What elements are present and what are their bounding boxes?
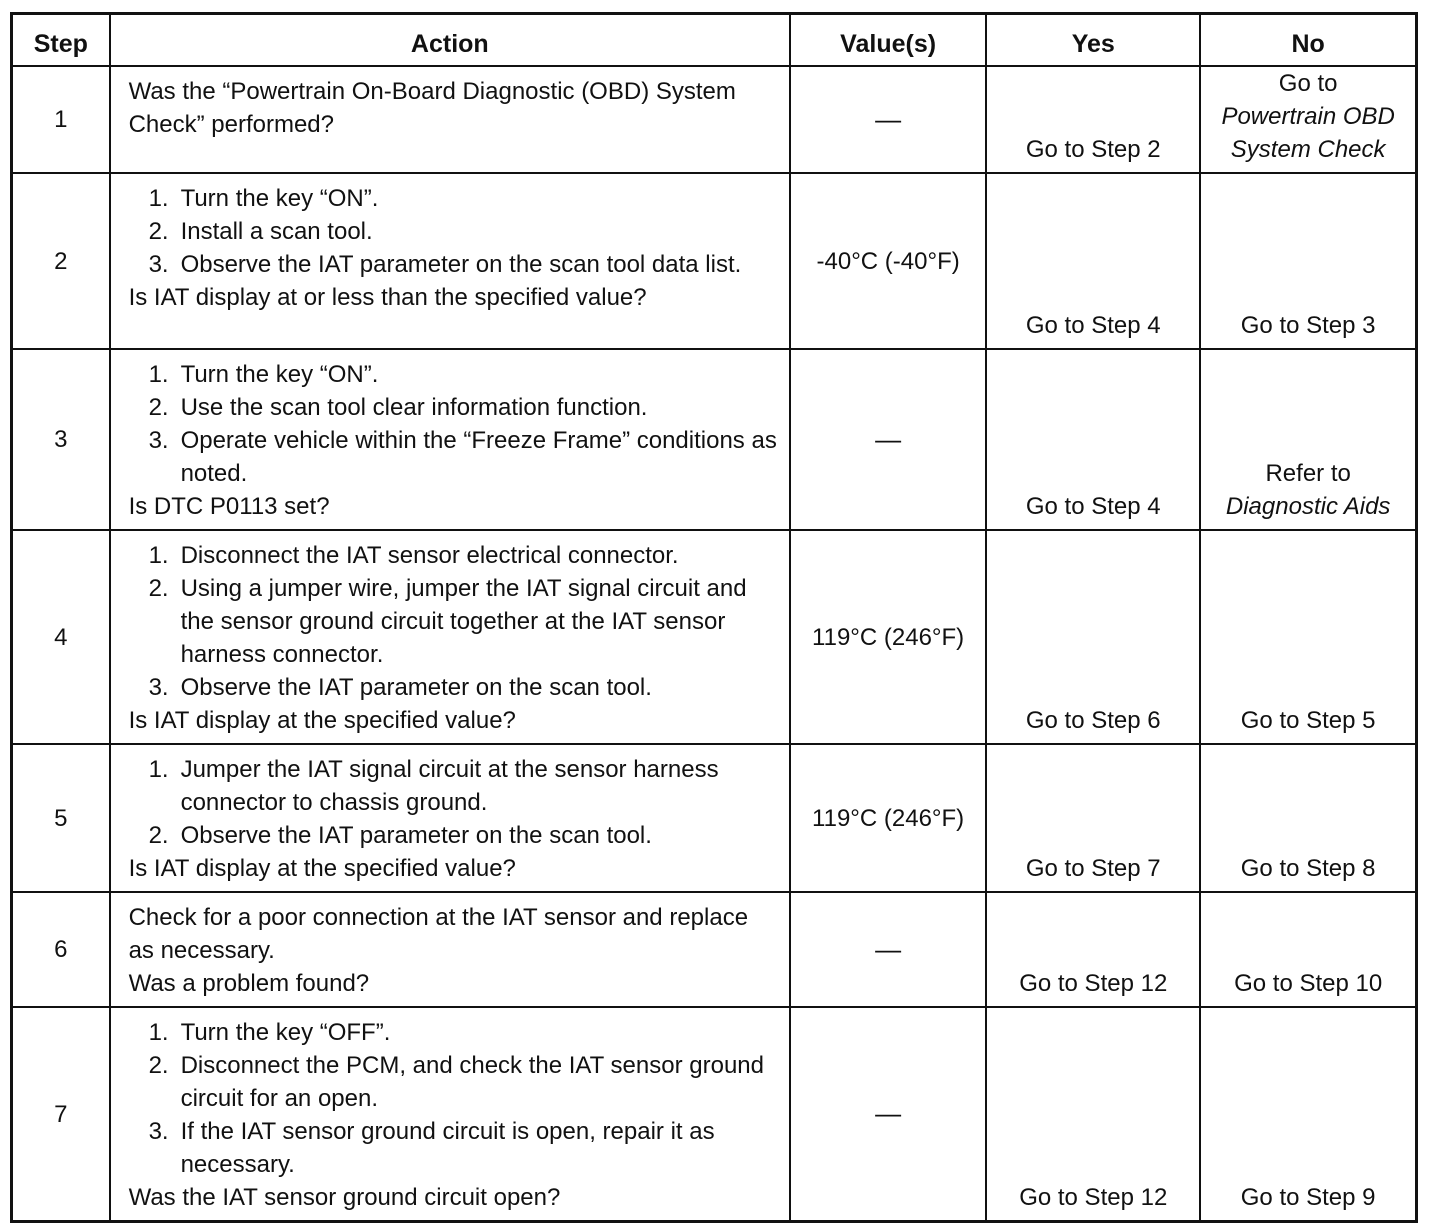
header-step: Step: [12, 14, 110, 67]
no-action-text: Go to Step 8: [1240, 855, 1376, 882]
value-cell: [790, 892, 986, 1007]
step-number: 2: [12, 173, 110, 349]
header-row: [12, 14, 1417, 67]
no-cell: [1200, 530, 1416, 744]
action-step-text: Jumper the IAT signal circuit at the sensor harness connector to chassis ground.: [180, 756, 719, 816]
action-step-item: [148, 572, 779, 671]
action-step-text: Turn the key “ON”.: [180, 185, 379, 212]
action-steps-list: [129, 358, 779, 490]
action-step-text: Observe the IAT parameter on the scan tool data list.: [180, 251, 742, 278]
table-row: [12, 173, 1417, 349]
yes-cell: Go to Step 4: [986, 173, 1200, 349]
action-step-item: [148, 358, 779, 391]
header-no: No: [1200, 14, 1416, 67]
yes-cell: Go to Step 12: [986, 1007, 1200, 1222]
action-step-item: [148, 248, 779, 281]
action-steps-list: [129, 1016, 779, 1181]
value-cell: [790, 173, 986, 349]
action-cell: [110, 173, 790, 349]
action-step-number: 1.: [148, 185, 169, 212]
action-step-item: [148, 391, 779, 424]
action-step-text: Operate vehicle within the “Freeze Frame” conditions as noted.: [180, 427, 777, 487]
value-text: —: [875, 933, 902, 964]
action-step-number: 3.: [148, 1118, 169, 1145]
no-action-text: Go to Step 3: [1240, 312, 1376, 339]
action-step-item: [148, 539, 779, 572]
value-text: 119°C (246°F): [812, 623, 965, 651]
no-action-text: Refer to: [1265, 460, 1351, 487]
action-steps-list: [129, 539, 779, 704]
action-cell: [110, 1007, 790, 1222]
value-cell: [790, 744, 986, 892]
action-step-number: 3.: [148, 674, 169, 701]
action-step-item: [148, 182, 779, 215]
no-cell: [1200, 66, 1416, 173]
yes-cell: Go to Step 2: [986, 66, 1200, 173]
table-row: [12, 530, 1417, 744]
table-row: [12, 744, 1417, 892]
no-cell: [1200, 173, 1416, 349]
action-step-item: [148, 1049, 779, 1115]
action-step-item: [148, 753, 779, 819]
action-step-text: If the IAT sensor ground circuit is open, repair it as necessary.: [180, 1118, 715, 1178]
value-cell: [790, 66, 986, 173]
table-row: [12, 66, 1417, 173]
action-cell: [110, 530, 790, 744]
action-step-item: [148, 819, 779, 852]
action-step-text: Use the scan tool clear information function.: [180, 394, 648, 421]
action-cell: [110, 349, 790, 530]
action-step-number: 1.: [148, 542, 169, 569]
action-step-text: Turn the key “OFF”.: [180, 1019, 391, 1046]
action-steps-list: [129, 753, 779, 852]
action-step-number: 2.: [148, 218, 169, 245]
no-action-text: Go to Step 10: [1234, 970, 1383, 997]
table-row: [12, 1007, 1417, 1222]
step-number: 6: [12, 892, 110, 1007]
action-intro: Check for a poor connection at the IAT sensor and replace as necessary.: [128, 904, 749, 964]
no-reference-text: Diagnostic Aids: [1225, 493, 1391, 520]
value-text: 119°C (246°F): [812, 804, 965, 832]
action-step-number: 1.: [148, 756, 169, 783]
step-number: 3: [12, 349, 110, 530]
table-row: [12, 349, 1417, 530]
no-action-text: Go to Step 5: [1240, 707, 1376, 734]
action-step-number: 1.: [148, 361, 169, 388]
value-text: —: [875, 103, 902, 134]
action-cell: [110, 66, 790, 173]
action-step-item: [148, 424, 779, 490]
action-question: Was a problem found?: [128, 970, 370, 997]
no-action-text: Go to: [1278, 70, 1338, 97]
no-cell: [1200, 892, 1416, 1007]
action-steps-list: [129, 182, 779, 281]
no-reference-text: Powertrain OBD System Check: [1221, 103, 1395, 163]
step-number: 7: [12, 1007, 110, 1222]
action-step-number: 1.: [148, 1019, 169, 1046]
no-action-text: Go to Step 9: [1240, 1184, 1376, 1211]
yes-cell: Go to Step 6: [986, 530, 1200, 744]
action-step-number: 3.: [148, 251, 169, 278]
action-step-text: Disconnect the IAT sensor electrical connector.: [180, 542, 679, 569]
action-step-item: [148, 1016, 779, 1049]
yes-cell: Go to Step 12: [986, 892, 1200, 1007]
table-body: [12, 66, 1417, 1222]
no-cell: [1200, 349, 1416, 530]
action-step-number: 2.: [148, 575, 169, 602]
value-cell: [790, 1007, 986, 1222]
action-step-text: Observe the IAT parameter on the scan tool.: [180, 674, 652, 701]
action-question: Is IAT display at the specified value?: [128, 707, 516, 734]
action-step-number: 2.: [148, 822, 169, 849]
action-step-text: Install a scan tool.: [180, 218, 373, 245]
action-step-number: 3.: [148, 427, 169, 454]
diagnostic-table: [10, 12, 1418, 1223]
action-question: Is DTC P0113 set?: [128, 493, 330, 520]
value-text: —: [875, 1098, 902, 1128]
value-cell: [790, 530, 986, 744]
action-question: Is IAT display at the specified value?: [128, 855, 516, 882]
action-step-text: Observe the IAT parameter on the scan tool.: [180, 822, 652, 849]
step-number: 5: [12, 744, 110, 892]
yes-cell: Go to Step 4: [986, 349, 1200, 530]
value-text: -40°C (-40°F): [816, 247, 960, 275]
header-action: Action: [110, 14, 790, 67]
action-question: Is IAT display at or less than the specified value?: [128, 284, 647, 311]
step-number: 1: [12, 66, 110, 173]
table-row: [12, 892, 1417, 1007]
action-step-text: Turn the key “ON”.: [180, 361, 379, 388]
value-cell: [790, 349, 986, 530]
action-step-text: Disconnect the PCM, and check the IAT sensor ground circuit for an open.: [180, 1052, 764, 1112]
header-values: Value(s): [790, 14, 986, 67]
header-yes: Yes: [986, 14, 1200, 67]
value-text: —: [875, 423, 902, 454]
step-number: 4: [12, 530, 110, 744]
yes-cell: Go to Step 7: [986, 744, 1200, 892]
action-step-number: 2.: [148, 1052, 169, 1079]
no-cell: [1200, 1007, 1416, 1222]
action-cell: [110, 744, 790, 892]
action-intro: Was the “Powertrain On-Board Diagnostic (OBD) System Check” performed?: [128, 78, 736, 138]
action-step-item: [148, 1115, 779, 1181]
action-cell: [110, 892, 790, 1007]
no-cell: [1200, 744, 1416, 892]
action-question: Was the IAT sensor ground circuit open?: [128, 1184, 561, 1211]
action-step-item: [148, 671, 779, 704]
action-step-text: Using a jumper wire, jumper the IAT signal circuit and the sensor ground circuit together at the IAT sensor harness connector.: [180, 575, 747, 668]
action-step-item: [148, 215, 779, 248]
action-step-number: 2.: [148, 394, 169, 421]
